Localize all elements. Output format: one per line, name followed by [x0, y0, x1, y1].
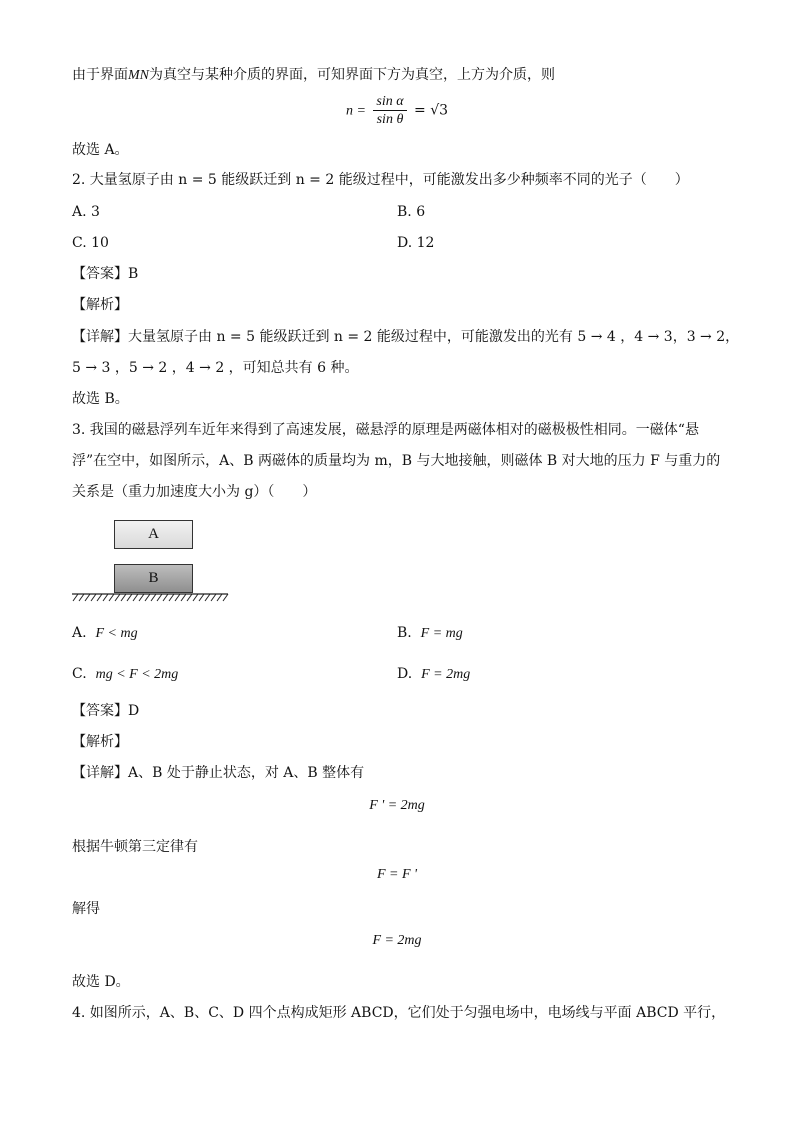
q3-detail: 【详解】A、B 处于静止状态，对 A、B 整体有 — [72, 765, 365, 781]
q3-option-c-expr: mg < F < 2mg — [95, 667, 179, 682]
fraction — [373, 93, 406, 128]
q2-option-d: D. 12 — [397, 235, 435, 251]
question-4-stem: 4. 如图所示，A、B、C、D 四个点构成矩形 ABCD，它们处于匀强电场中，电场线与平面 ABCD 平行， — [72, 1005, 726, 1021]
symbol-mn: MN — [128, 68, 149, 83]
equation-rhs: = √3 — [414, 102, 449, 119]
q2-option-b: B. 6 — [397, 204, 426, 220]
fraction-denominator: sin θ — [376, 112, 404, 127]
magnet-a — [114, 520, 193, 549]
question-3-stem-line-1: 3. 我国的磁悬浮列车近年来得到了高速发展，磁悬浮的原理是两磁体相对的磁极极性相同。一磁体“悬 — [72, 422, 699, 438]
q3-option-d-letter: D. — [397, 666, 413, 682]
fraction-numerator: sin α — [373, 93, 406, 111]
q2-option-c: C. 10 — [72, 235, 109, 251]
q3-equation-2: F = F ' — [376, 867, 418, 882]
q3-option-a-expr: F < mg — [95, 626, 138, 641]
q2-detail-line-2: 5 → 3 ，5 → 2 ，4 → 2 ，可知总共有 6 种。 — [72, 360, 359, 376]
q3-conclusion: 故选 D。 — [72, 974, 130, 990]
magnet-b — [114, 564, 193, 593]
q2-option-a: A. 3 — [72, 204, 100, 220]
intro-text-pre: 由于界面 — [72, 67, 128, 83]
intro-text-post: 为真空与某种介质的界面，可知界面下方为真空，上方为介质，则 — [149, 67, 555, 83]
question-3-stem-line-3: 关系是（重力加速度大小为 g）（ ） — [72, 484, 317, 500]
question-3-stem-line-2: 浮”在空中，如图所示，A、B 两磁体的质量均为 m，B 与大地接触，则磁体 B 对大地的压力 F 与重力的 — [72, 453, 721, 469]
choice-conclusion-1: 故选 A。 — [72, 142, 129, 158]
q3-equation-1: F ' = 2mg — [369, 798, 425, 813]
magnet-b-label: B — [148, 570, 159, 586]
q3-option-b-expr: F = mg — [420, 626, 463, 641]
q3-option-a-letter: A. — [72, 625, 87, 641]
q3-option-a — [72, 623, 138, 644]
q3-option-c — [72, 664, 178, 685]
q3-solve-text: 解得 — [72, 901, 100, 917]
q3-option-d — [397, 664, 470, 685]
ground-hatching — [72, 593, 230, 603]
q3-option-b — [397, 623, 463, 644]
intro-paragraph — [72, 65, 555, 86]
equation-lhs: n = — [345, 103, 366, 119]
question-2-stem: 2. 大量氢原子由 n = 5 能级跃迁到 n = 2 能级过程中，可能激发出多少种频率不同的光子（ ） — [72, 172, 689, 188]
q2-conclusion: 故选 B。 — [72, 391, 129, 407]
magnet-a-label: A — [148, 526, 159, 542]
q2-analysis-heading: 【解析】 — [72, 297, 128, 313]
q3-analysis-heading: 【解析】 — [72, 734, 128, 750]
q3-option-c-letter: C. — [72, 666, 87, 682]
q3-answer: 【答案】D — [72, 703, 140, 719]
refraction-equation — [0, 93, 794, 128]
q3-newton-text: 根据牛顿第三定律有 — [72, 839, 198, 855]
q3-equation-3: F = 2mg — [372, 933, 422, 948]
q3-option-d-expr: F = 2mg — [421, 667, 471, 682]
q2-detail-line-1: 【详解】大量氢原子由 n = 5 能级跃迁到 n = 2 能级过程中，可能激发出的光有 5 → 4 ，4 → 3，3 → 2， — [72, 329, 740, 345]
q3-option-b-letter: B. — [397, 625, 412, 641]
q2-answer: 【答案】B — [72, 266, 139, 282]
